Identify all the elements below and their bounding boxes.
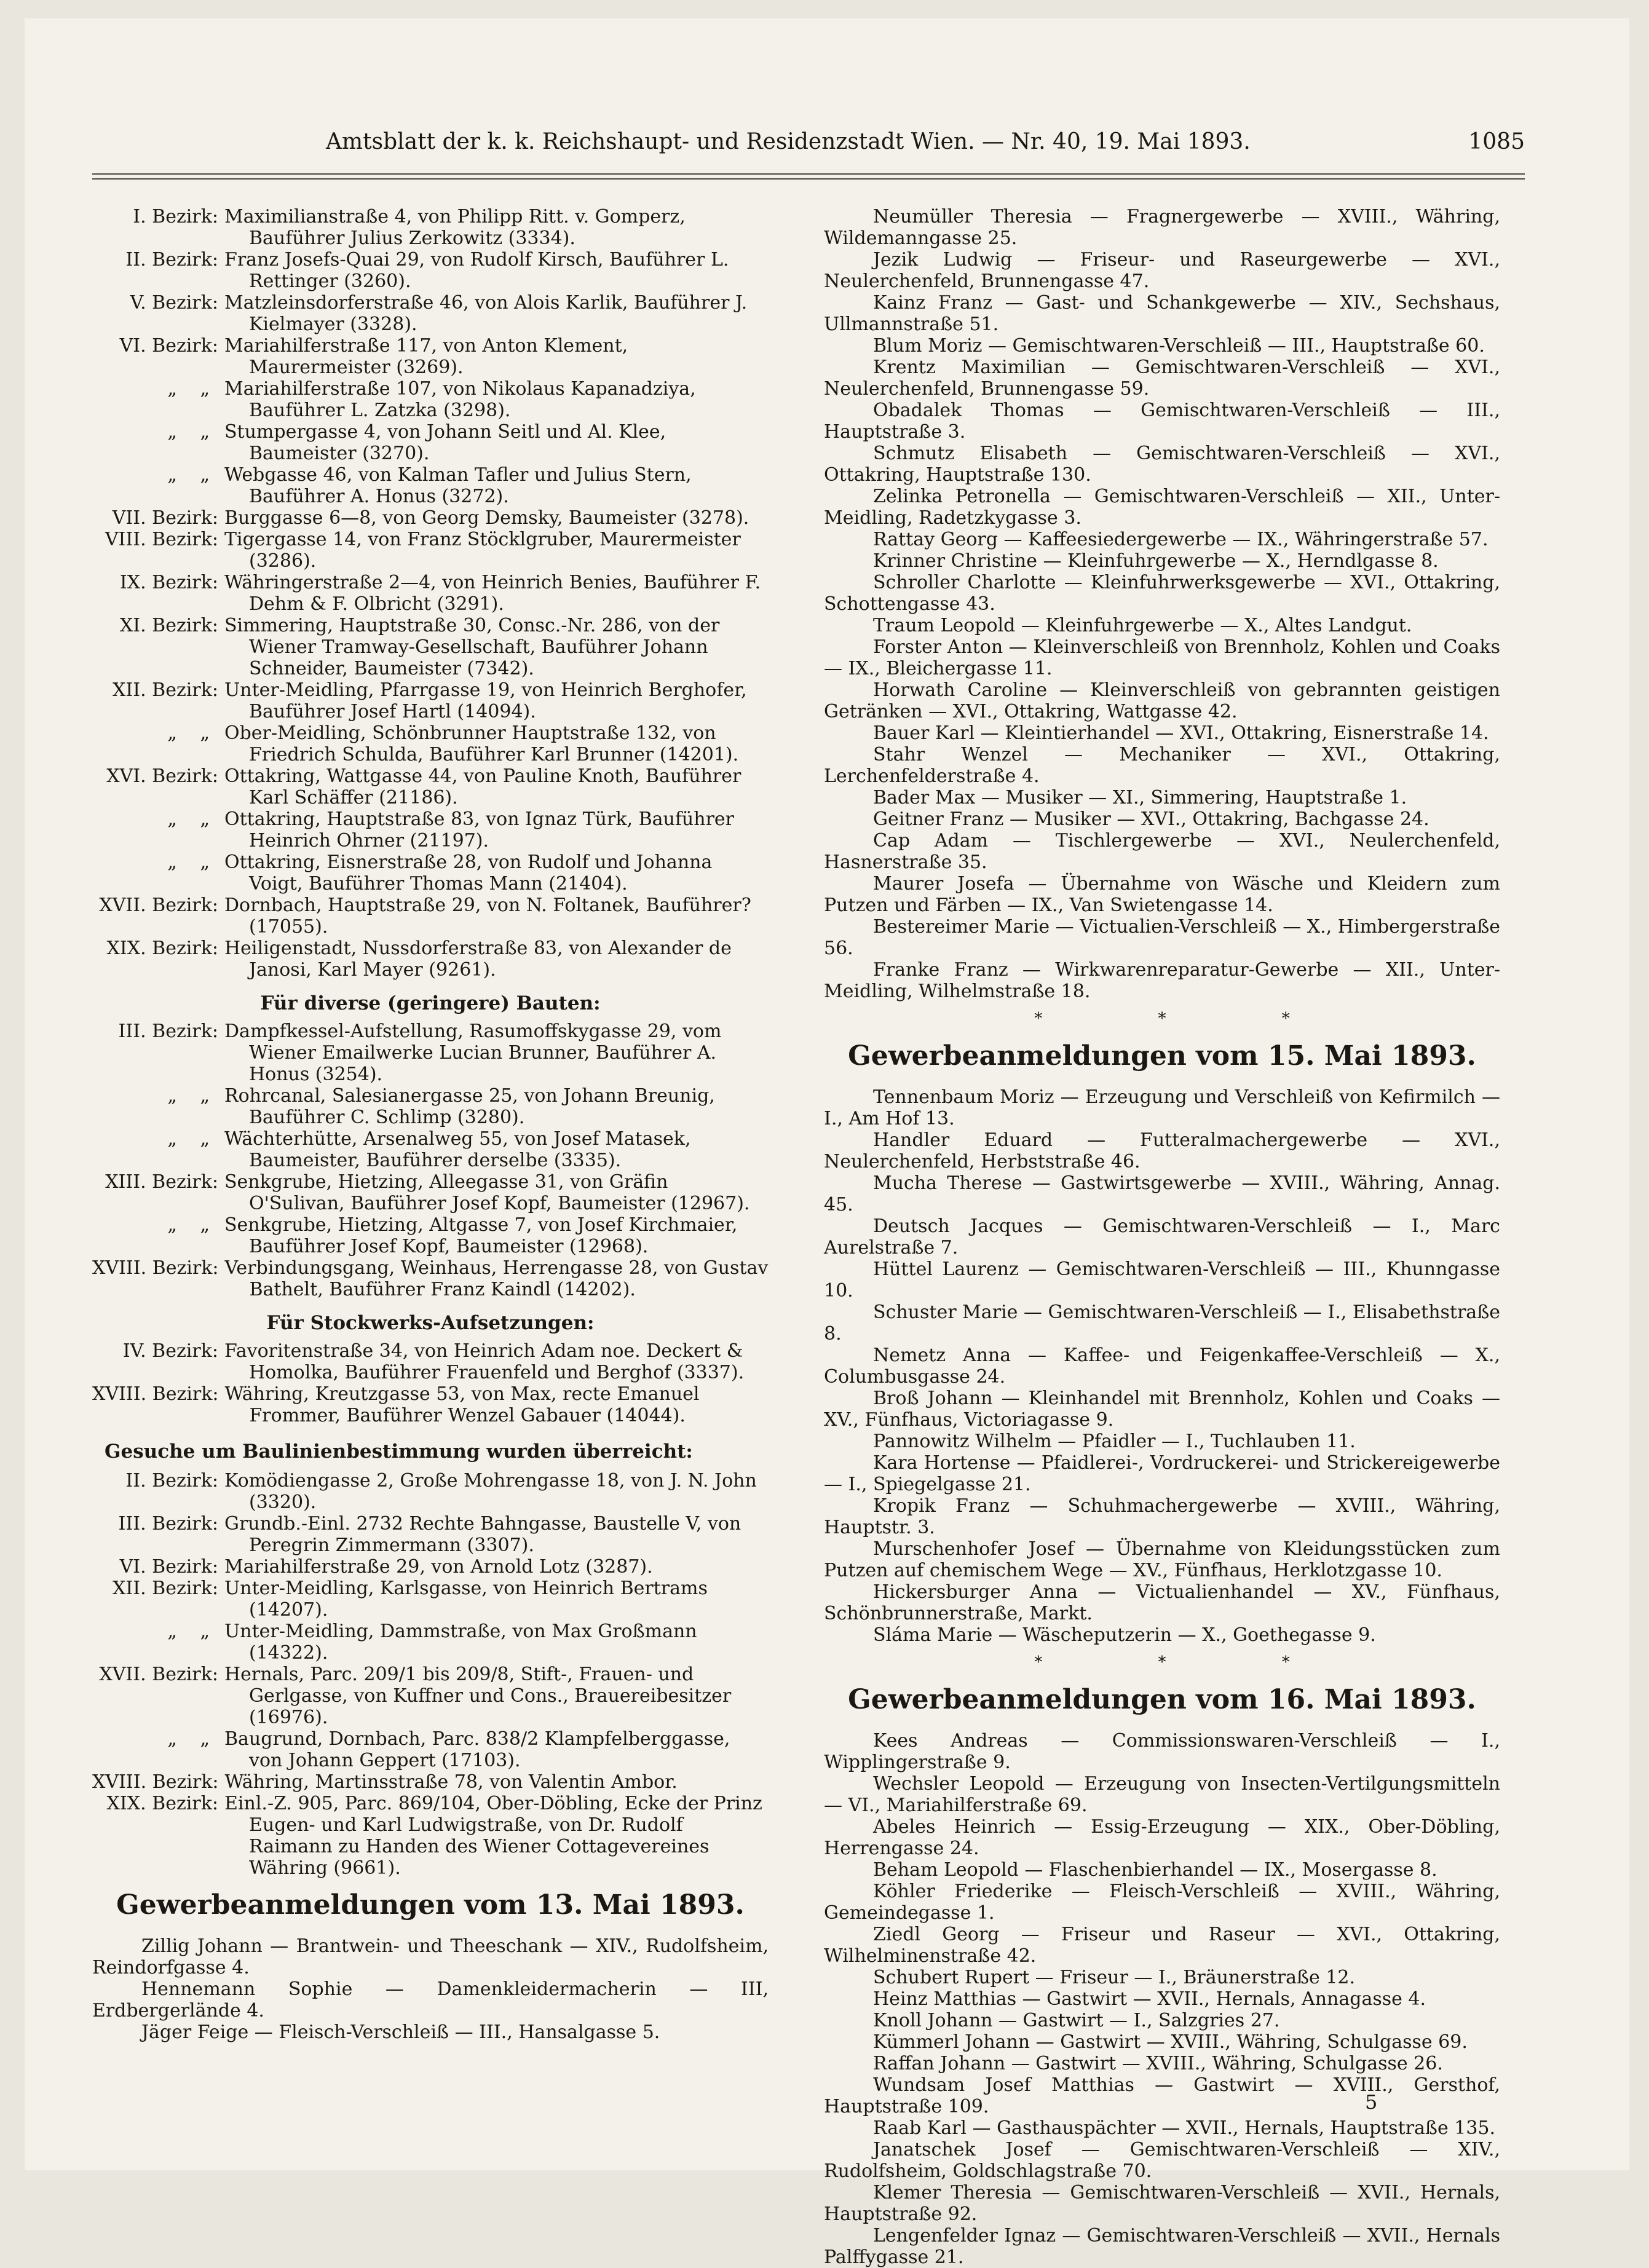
- entry-text: Wächterhütte, Arsenalweg 55, von Josef Matasek, Baumeister, Bauführer derselbe (3335).: [224, 1128, 691, 1171]
- registrations-16-mai-list: [824, 1730, 1500, 2268]
- entry-text: Einl.-Z. 905, Parc. 869/104, Ober-Döbling, Ecke der Prinz Eugen- und Karl Ludwigstraße, von Dr. Rudolf Raimann zu Handen des Wiener Cottagevereines Währing (9661).: [224, 1793, 762, 1879]
- entry-text: Grundb.-Einl. 2732 Rechte Bahngasse, Baustelle V, von Peregrin Zimmermann (3307).: [224, 1513, 741, 1556]
- entry-text: Ottakring, Wattgasse 44, von Pauline Knoth, Bauführer Karl Schäffer (21186).: [224, 765, 741, 808]
- registration-item: Hüttel Laurenz — Gemischtwaren-Verschleiß — III., Khunngasse 10.: [824, 1258, 1500, 1302]
- district-entry: [92, 464, 769, 507]
- registration-item: Kara Hortense — Pfaidlerei-, Vordruckerei- und Strickereigewerbe — I., Spiegelgasse 21.: [824, 1452, 1500, 1495]
- district-label: VI. Bezirk:: [119, 335, 218, 357]
- district-entry: [92, 529, 769, 572]
- registration-item: Handler Eduard — Futteralmachergewerbe — XVI., Neulerchenfeld, Herbststraße 46.: [824, 1129, 1500, 1172]
- entry-text: Unter-Meidling, Pfarrgasse 19, von Heinrich Berghofer, Bauführer Josef Hartl (14094).: [224, 679, 747, 722]
- registration-item: Mucha Therese — Gastwirtsgewerbe — XVIII., Währing, Annag. 45.: [824, 1172, 1500, 1215]
- district-label: III. Bezirk:: [118, 1021, 218, 1042]
- district-entry: [92, 249, 769, 292]
- district-label: XVII. Bezirk:: [99, 895, 218, 916]
- entry-text: Burggasse 6—8, von Georg Demsky, Baumeister (3278).: [224, 507, 749, 529]
- registration-item: Köhler Friederike — Fleisch-Verschleiß — XVIII., Währing, Gemeindegasse 1.: [824, 1881, 1500, 1924]
- registrations-13-mai-list: [92, 1935, 769, 2043]
- registration-item: Ziedl Georg — Friseur und Raseur — XVI., Ottakring, Wilhelminenstraße 42.: [824, 1924, 1500, 1967]
- district-label: XVI. Bezirk:: [106, 765, 218, 787]
- section-heading-16-mai: Gewerbeanmeldungen vom 16. Mai 1893.: [848, 1684, 1476, 1715]
- entry-text: Rohrcanal, Salesianergasse 25, von Johann Breunig, Bauführer C. Schlimp (3280).: [224, 1085, 715, 1128]
- registration-item: Murschenhofer Josef — Übernahme von Kleidungsstücken zum Putzen auf chemischem Wege — XV., Fünfhaus, Herklotzgasse 10.: [824, 1538, 1500, 1581]
- entry-text: Mariahilferstraße 107, von Nikolaus Kapanadziya, Bauführer L. Zatzka (3298).: [224, 378, 696, 421]
- registration-item: Bauer Karl — Kleintierhandel — XVI., Ottakring, Eisnerstraße 14.: [873, 722, 1489, 744]
- district-entry: [92, 1621, 769, 1664]
- district-entry: [92, 1513, 769, 1556]
- entry-text: Komödiengasse 2, Große Mohrengasse 18, von J. N. John (3320).: [224, 1470, 757, 1513]
- district-label: „ „: [167, 464, 218, 486]
- registration-item: Forster Anton — Kleinverschleiß von Brennholz, Kohlen und Coaks — IX., Bleichergasse 11.: [824, 636, 1500, 679]
- registration-item: Nemetz Anna — Kaffee- und Feigenkaffee-Verschleiß — X., Columbusgasse 24.: [824, 1345, 1500, 1388]
- district-entry: [92, 206, 769, 249]
- page-header: [92, 129, 1525, 166]
- building-line-requests-list: [92, 1470, 769, 1879]
- registration-item: Pannowitz Wilhelm — Pfaidler — I., Tuchlauben 11.: [873, 1431, 1356, 1452]
- section-subheading-stockwerk: Für Stockwerks-Aufsetzungen:: [266, 1312, 595, 1334]
- district-label: I. Bezirk:: [133, 206, 218, 227]
- district-entry: [92, 1257, 769, 1300]
- district-entry: [92, 1021, 769, 1085]
- registration-item: Abeles Heinrich — Essig-Erzeugung — XIX., Ober-Döbling, Herrengasse 24.: [824, 1816, 1500, 1859]
- registration-item: Geitner Franz — Musiker — XVI., Ottakring, Bachgasse 24.: [873, 808, 1430, 830]
- district-label: „ „: [167, 1728, 218, 1750]
- entry-text: Mariahilferstraße 117, von Anton Klement, Maurermeister (3269).: [224, 335, 628, 378]
- registration-item: Maurer Josefa — Übernahme von Wäsche und Kleidern zum Putzen und Färben — IX., Van Swietengasse 14.: [824, 873, 1500, 916]
- district-label: XII. Bezirk:: [113, 679, 218, 701]
- registration-item: Janatschek Josef — Gemischtwaren-Verschleiß — XIV., Rudolfsheim, Goldschlagstraße 70.: [824, 2139, 1500, 2182]
- district-label: „ „: [167, 421, 218, 443]
- district-entry: [92, 1085, 769, 1128]
- registration-item: Zillig Johann — Brantwein- und Theeschank — XIV., Rudolfsheim, Reindorfgasse 4.: [92, 1935, 769, 1978]
- entry-text: Dampfkessel-Aufstellung, Rasumoffskygasse 29, vom Wiener Emailwerke Lucian Brunner, Bauführer A. Honus (3254).: [224, 1021, 722, 1085]
- district-entry: [92, 895, 769, 938]
- district-entry: [92, 1171, 769, 1214]
- district-entry: [92, 1340, 769, 1383]
- registration-item: Horwath Caroline — Kleinverschleiß von gebrannten geistigen Getränken — XVI., Ottakring, Wattgasse 42.: [824, 679, 1500, 722]
- district-label: III. Bezirk:: [118, 1513, 218, 1535]
- district-label: XII. Bezirk:: [113, 1578, 218, 1599]
- registration-item: Beham Leopold — Flaschenbierhandel — IX., Mosergasse 8.: [873, 1859, 1437, 1881]
- district-label: XVIII. Bezirk:: [92, 1771, 219, 1793]
- registration-item: Blum Moriz — Gemischtwaren-Verschleiß — III., Hauptstraße 60.: [873, 335, 1485, 357]
- registration-item: Broß Johann — Kleinhandel mit Brennholz, Kohlen und Coaks — XV., Fünfhaus, Victoriagasse 9.: [824, 1388, 1500, 1431]
- registration-item: Traum Leopold — Kleinfuhrgewerbe — X., Altes Landgut.: [873, 615, 1412, 636]
- district-entry: [92, 335, 769, 378]
- district-label: „ „: [167, 722, 218, 744]
- entry-text: Franz Josefs-Quai 29, von Rudolf Kirsch, Bauführer L. Rettinger (3260).: [224, 249, 729, 292]
- district-label: „ „: [167, 378, 218, 400]
- entry-text: Mariahilferstraße 29, von Arnold Lotz (3287).: [224, 1556, 653, 1578]
- entry-text: Heiligenstadt, Nussdorferstraße 83, von Alexander de Janosi, Karl Mayer (9261).: [224, 938, 732, 981]
- registration-item: Lengenfelder Ignaz — Gemischtwaren-Verschleiß — XVII., Hernals Palffygasse 21.: [824, 2225, 1500, 2268]
- registration-item: Franke Franz — Wirkwarenreparatur-Gewerbe — XII., Unter-Meidling, Wilhelmstraße 18.: [824, 959, 1500, 1002]
- entry-text: Baugrund, Dornbach, Parc. 838/2 Klampfelberggasse, von Johann Geppert (17103).: [224, 1728, 730, 1771]
- district-entry: [92, 938, 769, 981]
- district-entry: [92, 1128, 769, 1171]
- registration-item: Jäger Feige — Fleisch-Verschleiß — III., Hansalgasse 5.: [141, 2021, 660, 2043]
- district-label: II. Bezirk:: [125, 249, 218, 271]
- district-label: VI. Bezirk:: [119, 1556, 218, 1578]
- gazette-title: Amtsblatt der k. k. Reichshaupt- und Residenzstadt Wien. — Nr. 40, 19. Mai 1893.: [326, 129, 1251, 154]
- entry-text: Dornbach, Hauptstraße 29, von N. Foltanek, Bauführer? (17055).: [224, 895, 751, 938]
- district-label: XVII. Bezirk:: [99, 1664, 218, 1685]
- registrations-13-mai-continued: [824, 206, 1500, 1002]
- district-label: XVIII. Bezirk:: [92, 1383, 219, 1405]
- district-label: V. Bezirk:: [130, 292, 218, 314]
- district-label: „ „: [167, 1128, 218, 1150]
- entry-text: Ottakring, Eisnerstraße 28, von Rudolf und Johanna Voigt, Bauführer Thomas Mann (21404).: [224, 851, 713, 895]
- district-entry: [92, 378, 769, 421]
- district-label: XI. Bezirk:: [119, 615, 218, 636]
- registration-item: Schmutz Elisabeth — Gemischtwaren-Verschleiß — XVI., Ottakring, Hauptstraße 130.: [824, 443, 1500, 486]
- registration-item: Heinz Matthias — Gastwirt — XVII., Hernals, Annagasse 4.: [873, 1988, 1426, 2010]
- registration-item: Rattay Georg — Kaffeesiedergewerbe — IX., Währingerstraße 57.: [873, 529, 1489, 550]
- entry-text: Maximilianstraße 4, von Philipp Ritt. v. Gomperz, Bauführer Julius Zerkowitz (3334).: [224, 206, 686, 249]
- registration-item: Schuster Marie — Gemischtwaren-Verschleiß — I., Elisabethstraße 8.: [824, 1302, 1500, 1345]
- registration-item: Hickersburger Anna — Victualienhandel — XV., Fünfhaus, Schönbrunnerstraße, Markt.: [824, 1581, 1500, 1624]
- building-permits-list: [92, 206, 769, 981]
- registration-item: Kees Andreas — Commissionswaren-Verschleiß — I., Wipplingerstraße 9.: [824, 1730, 1500, 1773]
- district-label: VII. Bezirk:: [112, 507, 218, 529]
- district-label: XIII. Bezirk:: [105, 1171, 218, 1193]
- district-entry: [92, 851, 769, 895]
- district-entry: [92, 1793, 769, 1879]
- section-subheading-diverse: Für diverse (geringere) Bauten:: [260, 992, 601, 1014]
- entry-text: Währing, Kreutzgasse 53, von Max, recte Emanuel Frommer, Bauführer Wenzel Gabauer (14044).: [224, 1383, 700, 1426]
- registration-item: Klemer Theresia — Gemischtwaren-Verschleiß — XVII., Hernals, Hauptstraße 92.: [824, 2182, 1500, 2225]
- right-column: [824, 206, 1500, 2268]
- district-label: II. Bezirk:: [125, 1470, 218, 1492]
- district-entry: [92, 1383, 769, 1426]
- registration-item: Kümmerl Johann — Gastwirt — XVIII., Währing, Schulgasse 69.: [873, 2031, 1468, 2053]
- district-label: XIX. Bezirk:: [106, 1793, 218, 1814]
- storey-additions-list: [92, 1340, 769, 1426]
- district-entry: [92, 1771, 769, 1793]
- district-label: IV. Bezirk:: [122, 1340, 218, 1362]
- registration-item: Deutsch Jacques — Gemischtwaren-Verschleiß — I., Marc Aurelstraße 7.: [824, 1215, 1500, 1258]
- section-heading-15-mai: Gewerbeanmeldungen vom 15. Mai 1893.: [848, 1040, 1476, 1072]
- minor-buildings-list: [92, 1021, 769, 1300]
- entry-text: Favoritenstraße 34, von Heinrich Adam noe. Deckert & Homolka, Bauführer Frauenfeld und Berghof (3337).: [224, 1340, 745, 1383]
- registration-item: Raffan Johann — Gastwirt — XVIII., Währing, Schulgasse 26.: [873, 2053, 1443, 2074]
- district-entry: [92, 421, 769, 464]
- section-heading-gesuche: Gesuche um Baulinienbestimmung wurden überreicht:: [105, 1440, 693, 1463]
- district-entry: [92, 679, 769, 722]
- district-label: „ „: [167, 808, 218, 830]
- section-separator-stars: * * *: [1034, 1010, 1345, 1028]
- registration-item: Bestereimer Marie — Victualien-Verschleiß — X., Himbergerstraße 56.: [824, 916, 1500, 959]
- district-label: „ „: [167, 1085, 218, 1107]
- registration-item: Jezik Ludwig — Friseur- und Raseurgewerbe — XVI., Neulerchenfeld, Brunnengasse 47.: [824, 249, 1500, 292]
- registrations-15-mai-list: [824, 1086, 1500, 1646]
- district-label: XVIII. Bezirk:: [92, 1257, 219, 1279]
- entry-text: Simmering, Hauptstraße 30, Consc.-Nr. 286, von der Wiener Tramway-Gesellschaft, Bauführer Johann Schneider, Baumeister (7342).: [224, 615, 720, 679]
- entry-text: Unter-Meidling, Dammstraße, von Max Großmann (14322).: [224, 1621, 697, 1664]
- district-entry: [92, 808, 769, 851]
- registration-item: Bader Max — Musiker — XI., Simmering, Hauptstraße 1.: [873, 787, 1407, 808]
- entry-text: Ottakring, Hauptstraße 83, von Ignaz Türk, Bauführer Heinrich Ohrner (21197).: [224, 808, 735, 851]
- district-entry: [92, 1470, 769, 1513]
- entry-text: Senkgrube, Hietzing, Altgasse 7, von Josef Kirchmaier, Bauführer Josef Kopf, Baumeister (12968).: [224, 1214, 738, 1257]
- registration-item: Hennemann Sophie — Damenkleidermacherin — III, Erdbergerlände 4.: [92, 1978, 769, 2021]
- district-label: IX. Bezirk:: [119, 572, 218, 593]
- registration-item: Wundsam Josef Matthias — Gastwirt — XVIII., Gersthof, Hauptstraße 109.: [824, 2074, 1500, 2117]
- entry-text: Webgasse 46, von Kalman Tafler und Julius Stern, Bauführer A. Honus (3272).: [224, 464, 692, 507]
- registration-item: Tennenbaum Moriz — Erzeugung und Verschleiß von Kefirmilch — I., Am Hof 13.: [824, 1086, 1500, 1129]
- district-entry: [92, 507, 769, 529]
- district-entry: [92, 1556, 769, 1578]
- registration-item: Krinner Christine — Kleinfuhrgewerbe — X., Herndlgasse 8.: [873, 550, 1439, 572]
- page-number: 1085: [1468, 129, 1525, 154]
- entry-text: Verbindungsgang, Weinhaus, Herrengasse 28, von Gustav Bathelt, Bauführer Franz Kaindl (14202).: [224, 1257, 769, 1300]
- district-label: „ „: [167, 1214, 218, 1236]
- district-entry: [92, 765, 769, 808]
- district-entry: [92, 1664, 769, 1728]
- registration-item: Raab Karl — Gasthauspächter — XVII., Hernals, Hauptstraße 135.: [873, 2117, 1496, 2139]
- section-separator-stars: * * *: [1034, 1653, 1345, 1672]
- registration-item: Stahr Wenzel — Mechaniker — XVI., Ottakring, Lerchenfelderstraße 4.: [824, 744, 1500, 787]
- entry-text: Ober-Meidling, Schönbrunner Hauptstraße 132, von Friedrich Schulda, Bauführer Karl Brunner (14201).: [224, 722, 739, 765]
- registration-item: Kainz Franz — Gast- und Schankgewerbe — XIV., Sechshaus, Ullmannstraße 51.: [824, 292, 1500, 335]
- entry-text: Währing, Martinsstraße 78, von Valentin Ambor.: [224, 1771, 678, 1793]
- registration-item: Kropik Franz — Schuhmachergewerbe — XVIII., Währing, Hauptstr. 3.: [824, 1495, 1500, 1538]
- district-entry: [92, 1728, 769, 1771]
- registration-item: Sláma Marie — Wäscheputzerin — X., Goethegasse 9.: [873, 1624, 1376, 1646]
- registration-item: Wechsler Leopold — Erzeugung von Insecten-Vertilgungsmitteln — VI., Mariahilferstraße 69.: [824, 1773, 1500, 1816]
- entry-text: Stumpergasse 4, von Johann Seitl und Al. Klee, Baumeister (3270).: [224, 421, 666, 464]
- district-label: VIII. Bezirk:: [105, 529, 218, 550]
- registration-item: Schroller Charlotte — Kleinfuhrwerksgewerbe — XVI., Ottakring, Schottengasse 43.: [824, 572, 1500, 615]
- entry-text: Matzleinsdorferstraße 46, von Alois Karlik, Bauführer J. Kielmayer (3328).: [224, 292, 748, 335]
- district-entry: [92, 572, 769, 615]
- district-entry: [92, 292, 769, 335]
- district-label: XIX. Bezirk:: [106, 938, 218, 959]
- sheet-number: 5: [1365, 2090, 1378, 2114]
- district-entry: [92, 1578, 769, 1621]
- entry-text: Senkgrube, Hietzing, Alleegasse 31, von Gräfin O'Sulivan, Bauführer Josef Kopf, Baumeister (12967).: [224, 1171, 750, 1214]
- registration-item: Schubert Rupert — Friseur — I., Bräunerstraße 12.: [873, 1967, 1356, 1988]
- registration-item: Obadalek Thomas — Gemischtwaren-Verschleiß — III., Hauptstraße 3.: [824, 400, 1500, 443]
- entry-text: Tigergasse 14, von Franz Stöcklgruber, Maurermeister (3286).: [224, 529, 741, 572]
- district-label: „ „: [167, 1621, 218, 1642]
- district-label: „ „: [167, 851, 218, 873]
- header-rule: [92, 173, 1525, 180]
- district-entry: [92, 1214, 769, 1257]
- registration-item: Neumüller Theresia — Fragnergewerbe — XVIII., Währing, Wildemanngasse 25.: [824, 206, 1500, 249]
- section-heading-13-mai: Gewerbeanmeldungen vom 13. Mai 1893.: [116, 1889, 745, 1921]
- left-column: [92, 206, 769, 2043]
- entry-text: Hernals, Parc. 209/1 bis 209/8, Stift-, Frauen- und Gerlgasse, von Kuffner und Cons., Brauereibesitzer (16976).: [224, 1664, 732, 1728]
- entry-text: Unter-Meidling, Karlsgasse, von Heinrich Bertrams (14207).: [224, 1578, 708, 1621]
- registration-item: Zelinka Petronella — Gemischtwaren-Verschleiß — XII., Unter-Meidling, Radetzkygasse 3.: [824, 486, 1500, 529]
- entry-text: Währingerstraße 2—4, von Heinrich Benies, Bauführer F. Dehm & F. Olbricht (3291).: [224, 572, 761, 615]
- registration-item: Cap Adam — Tischlergewerbe — XVI., Neulerchenfeld, Hasnerstraße 35.: [824, 830, 1500, 873]
- registration-item: Krentz Maximilian — Gemischtwaren-Verschleiß — XVI., Neulerchenfeld, Brunnengasse 59.: [824, 357, 1500, 400]
- district-entry: [92, 722, 769, 765]
- district-entry: [92, 615, 769, 679]
- registration-item: Knoll Johann — Gastwirt — I., Salzgries 27.: [873, 2010, 1280, 2031]
